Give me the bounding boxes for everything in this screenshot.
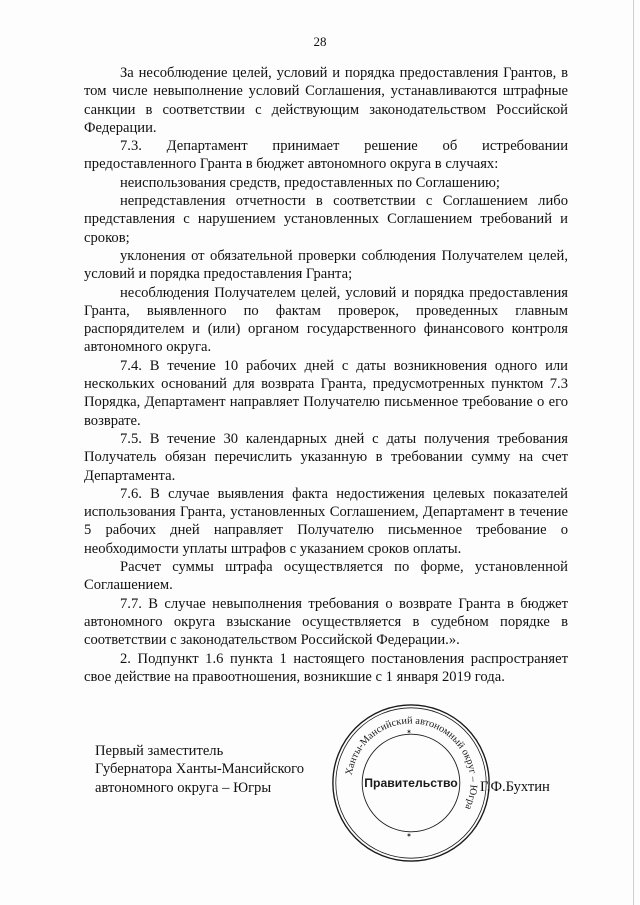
official-stamp: [328, 700, 494, 866]
page-edge: [633, 0, 634, 905]
paragraph: уклонения от обязательной проверки соблюдения Получателем целей, условий и порядка предоставления Гранта;: [84, 247, 568, 283]
signatory-position-line: Губернатора Ханты-Мансийского: [95, 761, 305, 778]
signatory-position: [95, 742, 304, 797]
paragraph: непредставления отчетности в соответствии с Соглашением либо представления с нарушением установленных Соглашением требований и сроков;: [84, 193, 568, 246]
paragraph: 7.4. В течение 10 рабочих дней с даты возникновения одного или нескольких оснований для возврата Гранта, предусмотренных пунктом 7.3 Порядка, Департамент направляет Получателю письменное требование о его возврате.: [84, 357, 568, 429]
svg-text:✶: ✶: [406, 831, 412, 840]
svg-text:✶: ✶: [406, 728, 412, 737]
paragraph: 7.5. В течение 30 календарных дней с даты получения требования Получатель обязан перечислить указанную в требовании сумму на счет Департамента.: [84, 430, 568, 484]
document-body: [84, 64, 568, 686]
stamp-center-text: Правительство: [364, 775, 458, 790]
signatory-position-line: автономного округа – Югры: [95, 779, 272, 796]
paragraph: несоблюдения Получателем целей, условий и порядка предоставления Гранта, выявленного по фактам проверок, проведенных главным распорядителем и (или) органом государственного финансового контроля автономного округа.: [84, 284, 568, 356]
page-number: 28: [313, 34, 327, 49]
signatory-position-line: Первый заместитель: [95, 743, 224, 759]
paragraph: 7.7. В случае невыполнения требования о возврате Гранта в бюджет автономного округа взыскание осуществляется в судебном порядке в соответствии с законодательством Российской Федерации.».: [84, 595, 568, 649]
signatory-name: Г.Ф.Бухтин: [480, 779, 550, 795]
paragraph: 7.6. В случае выявления факта недостижения целевых показателей использования Гранта, установленных Соглашением, Департамент в течение 5 рабочих дней направляет Получателю письменное требование о необходимости уплаты штрафов с указанием сроков оплаты.: [84, 485, 568, 557]
paragraph: неиспользования средств, предоставленных по Соглашению;: [120, 174, 500, 191]
paragraph: 2. Подпункт 1.6 пункта 1 настоящего постановления распространяет свое действие на правоотношения, возникшие с 1 января 2019 года.: [84, 650, 568, 685]
stamp-ring-text: Ханты-Мансийский автономный округ – Югра: [343, 715, 479, 812]
paragraph: За несоблюдение целей, условий и порядка предоставления Грантов, в том числе невыполнение условий Соглашения, устанавливаются штрафные санкции в соответствии с действующим законодательством Российской Федерации.: [84, 65, 568, 136]
paragraph: Расчет суммы штрафа осуществляется по форме, установленной Соглашением.: [84, 559, 568, 594]
paragraph: 7.3. Департамент принимает решение об истребовании предоставленного Гранта в бюджет автономного округа в случаях:: [84, 138, 568, 173]
